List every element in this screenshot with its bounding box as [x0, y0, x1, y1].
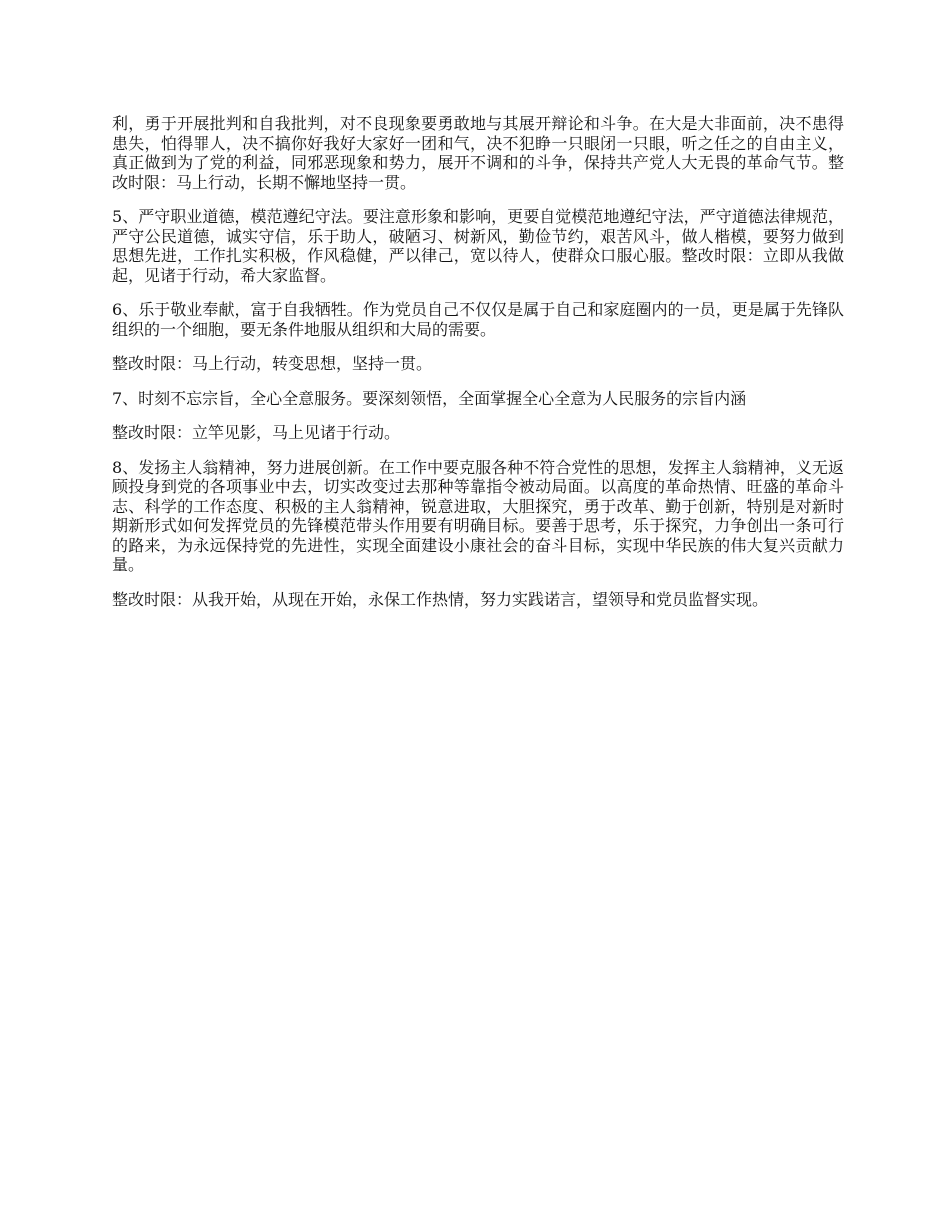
- paragraph-deadline-7: 整改时限：立竿见影，马上见诸于行动。: [112, 423, 401, 442]
- paragraph-deadline-8: 整改时限：从我开始，从现在开始，永保工作热情，努力实践诺言，望领导和党员监督实现。: [112, 589, 769, 609]
- paragraph-item-5: 5、严守职业道德，模范遵纪守法。要注意形象和影响，更要自觉模范地遵纪守法，严守道德法律规范，严守公民道德，诚实守信，乐于助人，破陋习、树新风，勤俭节约，艰苦风斗，做人楷模，要努力做到思想先进，工作扎实积极，作风稳健，严以律己，宽以待人，使群众口服心服。整改时限：立即从我做起，见诸于行动，希大家监督。: [112, 207, 844, 285]
- paragraph-item-8: 8、发扬主人翁精神，努力进展创新。在工作中要克服各种不符合党性的思想，发挥主人翁精神，义无返顾投身到党的各项事业中去，切实改变过去那种等靠指令被动局面。以高度的革命热情、旺盛的革命斗志、科学的工作态度、积极的主人翁精神，锐意进取，大胆探究，勇于改革、勤于创新，特别是对新时期新形式如何发挥党员的先锋模范带头作用要有明确目标。要善于思考，乐于探究，力争创出一条可行的路来，为永远保持党的先进性，实现全面建设小康社会的奋斗目标，实现中华民族的伟大复兴贡献力量。: [112, 457, 844, 574]
- paragraph-deadline-6: 整改时限：马上行动，转变思想，坚持一贯。: [112, 354, 433, 373]
- document-body: [112, 114, 844, 624]
- paragraph-item-6: 6、乐于敬业奉献，富于自我牺牲。作为党员自己不仅仅是属于自己和家庭圈内的一员，更是属于先锋队组织的一个细胞，要无条件地服从组织和大局的需要。: [112, 300, 844, 339]
- paragraph-item-7: 7、时刻不忘宗旨，全心全意服务。要深刻领悟，全面掌握全心全意为人民服务的宗旨内涵: [112, 388, 747, 408]
- paragraph-criticism: 利，勇于开展批判和自我批判，对不良现象要勇敢地与其展开辩论和斗争。在大是大非面前，决不患得患失，怕得罪人，决不搞你好我好大家好一团和气，决不犯睁一只眼闭一只眼，听之任之的自由主义，真正做到为了党的利益，同邪恶现象和势力，展开不调和的斗争，保持共产党人大无畏的革命气节。整改时限：马上行动，长期不懈地坚持一贯。: [112, 114, 844, 192]
